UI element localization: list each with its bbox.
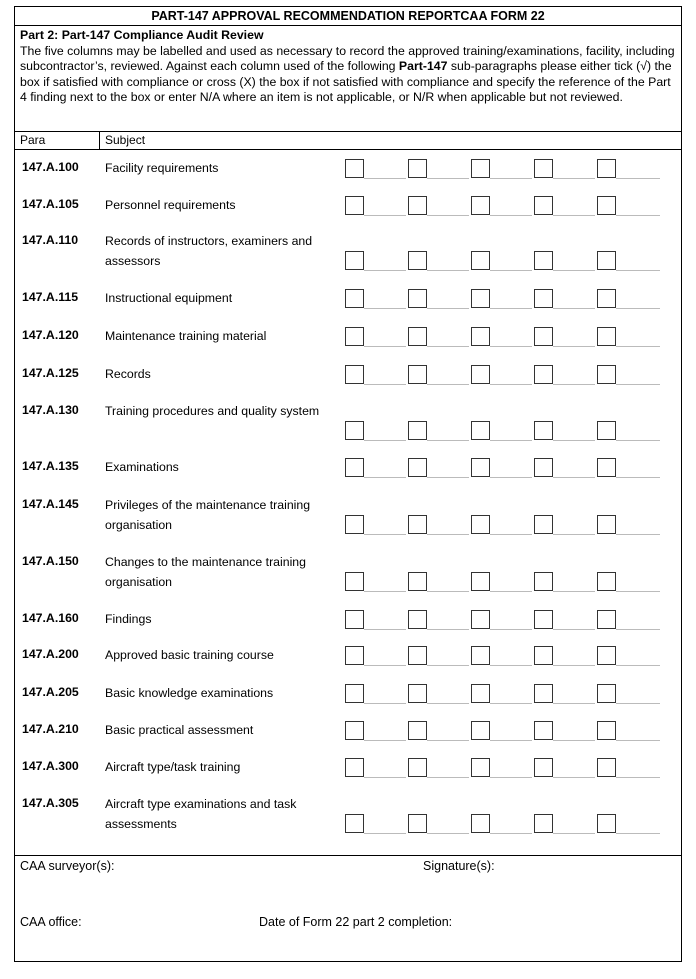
compliance-checkbox-col-1[interactable]	[345, 251, 364, 270]
compliance-checkbox-col-5[interactable]	[597, 814, 616, 833]
compliance-checkbox-col-3[interactable]	[471, 684, 490, 703]
finding-reference-line	[616, 346, 660, 347]
subject-text: Changes to the maintenance training organisation	[105, 555, 306, 589]
compliance-checkbox-col-2[interactable]	[408, 159, 427, 178]
compliance-checkbox-col-2[interactable]	[408, 646, 427, 665]
finding-reference-line	[553, 740, 595, 741]
compliance-checkbox-col-3[interactable]	[471, 159, 490, 178]
finding-reference-line	[490, 591, 532, 592]
finding-reference-line	[427, 178, 469, 179]
finding-reference-line	[553, 534, 595, 535]
signature-label: Signature(s):	[423, 859, 495, 873]
compliance-checkbox-col-2[interactable]	[408, 196, 427, 215]
finding-reference-line	[553, 440, 595, 441]
compliance-checkbox-col-5[interactable]	[597, 515, 616, 534]
compliance-checkbox-col-2[interactable]	[408, 515, 427, 534]
compliance-boxes	[345, 327, 661, 347]
compliance-checkbox-col-4[interactable]	[534, 365, 553, 384]
compliance-checkbox-col-5[interactable]	[597, 646, 616, 665]
finding-reference-line	[490, 215, 532, 216]
finding-reference-line	[427, 591, 469, 592]
finding-reference-line	[364, 833, 406, 834]
instructions-part-1: The five columns may be labelled and used as necessary to record the approved training/examinations, facility, including subcontractor’s, reviewed. Against each column used of the following	[20, 43, 675, 74]
compliance-rows	[15, 150, 681, 846]
para-reference: 147.A.130	[22, 403, 79, 417]
compliance-checkbox-col-4[interactable]	[534, 458, 553, 477]
office-label: CAA office:	[20, 915, 82, 929]
compliance-checkbox-col-5[interactable]	[597, 458, 616, 477]
finding-reference-line	[427, 308, 469, 309]
compliance-boxes	[345, 646, 661, 666]
finding-reference-line	[553, 703, 595, 704]
table-row	[15, 158, 683, 180]
compliance-checkbox-col-4[interactable]	[534, 572, 553, 591]
compliance-checkbox-col-3[interactable]	[471, 458, 490, 477]
table-row	[15, 552, 683, 594]
compliance-checkbox-col-2[interactable]	[408, 251, 427, 270]
finding-reference-line	[616, 534, 660, 535]
table-row	[15, 683, 683, 705]
compliance-checkbox-col-5[interactable]	[597, 572, 616, 591]
finding-reference-line	[616, 703, 660, 704]
compliance-boxes	[345, 159, 661, 179]
finding-reference-line	[364, 703, 406, 704]
footer-section	[15, 855, 681, 962]
finding-reference-line	[553, 629, 595, 630]
finding-reference-line	[616, 384, 660, 385]
compliance-checkbox-col-3[interactable]	[471, 814, 490, 833]
compliance-checkbox-col-2[interactable]	[408, 610, 427, 629]
compliance-boxes	[345, 196, 661, 216]
finding-reference-line	[490, 440, 532, 441]
para-reference: 147.A.160	[22, 611, 79, 625]
compliance-boxes	[345, 251, 661, 271]
subject-text: Findings	[105, 612, 152, 626]
compliance-checkbox-col-1[interactable]	[345, 289, 364, 308]
compliance-checkbox-col-3[interactable]	[471, 515, 490, 534]
finding-reference-line	[553, 178, 595, 179]
para-reference: 147.A.115	[22, 290, 79, 304]
finding-reference-line	[490, 270, 532, 271]
compliance-checkbox-col-5[interactable]	[597, 721, 616, 740]
finding-reference-line	[427, 215, 469, 216]
finding-reference-line	[490, 346, 532, 347]
finding-reference-line	[616, 270, 660, 271]
para-reference: 147.A.205	[22, 685, 79, 699]
compliance-checkbox-col-1[interactable]	[345, 758, 364, 777]
para-reference: 147.A.200	[22, 647, 79, 661]
finding-reference-line	[616, 591, 660, 592]
subject-text: Privileges of the maintenance training organisation	[105, 498, 311, 532]
finding-reference-line	[364, 308, 406, 309]
finding-reference-line	[616, 629, 660, 630]
compliance-checkbox-col-1[interactable]	[345, 646, 364, 665]
compliance-checkbox-col-2[interactable]	[408, 721, 427, 740]
compliance-checkbox-col-4[interactable]	[534, 251, 553, 270]
finding-reference-line	[427, 703, 469, 704]
compliance-checkbox-col-1[interactable]	[345, 196, 364, 215]
table-row	[15, 794, 683, 836]
para-reference: 147.A.150	[22, 554, 79, 568]
table-row	[15, 495, 683, 537]
finding-reference-line	[364, 270, 406, 271]
table-row	[15, 757, 683, 779]
subject-text: Personnel requirements	[105, 198, 236, 212]
finding-reference-line	[364, 477, 406, 478]
finding-reference-line	[364, 591, 406, 592]
compliance-checkbox-col-1[interactable]	[345, 721, 364, 740]
compliance-boxes	[345, 289, 661, 309]
table-row	[15, 457, 683, 479]
compliance-checkbox-col-3[interactable]	[471, 421, 490, 440]
compliance-checkbox-col-5[interactable]	[597, 421, 616, 440]
intro-section	[15, 26, 681, 132]
compliance-boxes	[345, 421, 661, 441]
table-row	[15, 401, 683, 443]
finding-reference-line	[490, 308, 532, 309]
surveyor-label: CAA surveyor(s):	[20, 859, 115, 873]
instructions-text	[20, 44, 676, 106]
compliance-boxes	[345, 721, 661, 741]
compliance-boxes	[345, 365, 661, 385]
finding-reference-line	[364, 440, 406, 441]
compliance-checkbox-col-1[interactable]	[345, 814, 364, 833]
form-22-part-2	[14, 6, 682, 962]
compliance-checkbox-col-4[interactable]	[534, 758, 553, 777]
finding-reference-line	[553, 833, 595, 834]
compliance-checkbox-col-4[interactable]	[534, 196, 553, 215]
subject-text: Examinations	[105, 460, 179, 474]
compliance-checkbox-col-4[interactable]	[534, 289, 553, 308]
finding-reference-line	[490, 477, 532, 478]
finding-reference-line	[364, 178, 406, 179]
compliance-checkbox-col-3[interactable]	[471, 251, 490, 270]
finding-reference-line	[490, 384, 532, 385]
compliance-checkbox-col-2[interactable]	[408, 421, 427, 440]
finding-reference-line	[364, 215, 406, 216]
finding-reference-line	[616, 178, 660, 179]
finding-reference-line	[427, 270, 469, 271]
compliance-boxes	[345, 515, 661, 535]
finding-reference-line	[364, 777, 406, 778]
compliance-checkbox-col-2[interactable]	[408, 572, 427, 591]
column-header	[15, 132, 681, 150]
para-reference: 147.A.135	[22, 459, 79, 473]
form-title: PART-147 APPROVAL RECOMMENDATION REPORTCAA FORM 22	[15, 7, 681, 26]
finding-reference-line	[490, 833, 532, 834]
compliance-checkbox-col-3[interactable]	[471, 196, 490, 215]
finding-reference-line	[427, 740, 469, 741]
compliance-checkbox-col-2[interactable]	[408, 458, 427, 477]
finding-reference-line	[490, 178, 532, 179]
subject-text: Approved basic training course	[105, 648, 274, 662]
subject-text: Instructional equipment	[105, 291, 233, 305]
para-reference: 147.A.145	[22, 497, 79, 511]
compliance-checkbox-col-3[interactable]	[471, 365, 490, 384]
compliance-checkbox-col-3[interactable]	[471, 289, 490, 308]
finding-reference-line	[427, 346, 469, 347]
subject-text: Records	[105, 367, 151, 381]
compliance-checkbox-col-3[interactable]	[471, 721, 490, 740]
finding-reference-line	[427, 534, 469, 535]
compliance-checkbox-col-4[interactable]	[534, 646, 553, 665]
compliance-checkbox-col-5[interactable]	[597, 758, 616, 777]
subject-text: Facility requirements	[105, 161, 219, 175]
compliance-checkbox-col-4[interactable]	[534, 610, 553, 629]
compliance-checkbox-col-4[interactable]	[534, 721, 553, 740]
column-header-para: Para	[20, 133, 46, 147]
compliance-checkbox-col-5[interactable]	[597, 289, 616, 308]
subject-text: Training procedures and quality system	[105, 404, 320, 418]
compliance-checkbox-col-2[interactable]	[408, 684, 427, 703]
finding-reference-line	[553, 270, 595, 271]
subject-text: Records of instructors, examiners and assessors	[105, 234, 313, 268]
table-row	[15, 288, 683, 310]
compliance-boxes	[345, 814, 661, 834]
finding-reference-line	[553, 477, 595, 478]
compliance-checkbox-col-5[interactable]	[597, 196, 616, 215]
table-row	[15, 364, 683, 386]
subject-text: Basic knowledge examinations	[105, 686, 274, 700]
finding-reference-line	[553, 308, 595, 309]
compliance-checkbox-col-4[interactable]	[534, 327, 553, 346]
subject-text: Aircraft type/task training	[105, 760, 241, 774]
finding-reference-line	[616, 740, 660, 741]
compliance-checkbox-col-4[interactable]	[534, 515, 553, 534]
compliance-checkbox-col-5[interactable]	[597, 251, 616, 270]
subject-text: Aircraft type examinations and task assessments	[105, 797, 297, 831]
compliance-checkbox-col-5[interactable]	[597, 365, 616, 384]
compliance-checkbox-col-4[interactable]	[534, 421, 553, 440]
para-reference: 147.A.120	[22, 328, 79, 342]
compliance-checkbox-col-5[interactable]	[597, 159, 616, 178]
table-row	[15, 231, 683, 273]
finding-reference-line	[364, 346, 406, 347]
finding-reference-line	[427, 665, 469, 666]
compliance-checkbox-col-2[interactable]	[408, 814, 427, 833]
finding-reference-line	[490, 665, 532, 666]
completion-date-label: Date of Form 22 part 2 completion:	[259, 915, 453, 929]
para-reference: 147.A.305	[22, 796, 79, 810]
finding-reference-line	[427, 629, 469, 630]
compliance-checkbox-col-5[interactable]	[597, 327, 616, 346]
compliance-checkbox-col-3[interactable]	[471, 572, 490, 591]
compliance-checkbox-col-4[interactable]	[534, 814, 553, 833]
finding-reference-line	[553, 665, 595, 666]
compliance-checkbox-col-1[interactable]	[345, 572, 364, 591]
compliance-checkbox-col-5[interactable]	[597, 610, 616, 629]
finding-reference-line	[364, 384, 406, 385]
compliance-checkbox-col-1[interactable]	[345, 684, 364, 703]
compliance-checkbox-col-1[interactable]	[345, 458, 364, 477]
instructions-bold: Part-147	[398, 59, 448, 74]
para-reference: 147.A.105	[22, 197, 79, 211]
compliance-boxes	[345, 610, 661, 630]
para-reference: 147.A.300	[22, 759, 79, 773]
instructions-part-2: sub-paragraphs please either tick (√) the box if satisfied with compliance or cross (X) the box if not satisfied with compliance and specify the reference of the Part 4 finding next to the box or enter N/A where an item is not applicable, or N/R when applicable but not reviewed.	[20, 59, 672, 105]
para-reference: 147.A.210	[22, 722, 79, 736]
para-reference: 147.A.110	[22, 233, 79, 247]
compliance-checkbox-col-3[interactable]	[471, 758, 490, 777]
compliance-boxes	[345, 758, 661, 778]
compliance-checkbox-col-3[interactable]	[471, 646, 490, 665]
finding-reference-line	[427, 384, 469, 385]
finding-reference-line	[616, 215, 660, 216]
compliance-checkbox-col-1[interactable]	[345, 159, 364, 178]
table-row	[15, 195, 683, 217]
table-row	[15, 609, 683, 631]
finding-reference-line	[364, 629, 406, 630]
finding-reference-line	[553, 777, 595, 778]
compliance-checkbox-col-3[interactable]	[471, 610, 490, 629]
subject-text: Basic practical assessment	[105, 723, 254, 737]
finding-reference-line	[553, 591, 595, 592]
finding-reference-line	[553, 215, 595, 216]
finding-reference-line	[364, 665, 406, 666]
finding-reference-line	[490, 629, 532, 630]
compliance-checkbox-col-1[interactable]	[345, 327, 364, 346]
section-heading: Part 2: Part-147 Compliance Audit Review	[20, 28, 264, 42]
compliance-checkbox-col-5[interactable]	[597, 684, 616, 703]
finding-reference-line	[616, 477, 660, 478]
compliance-checkbox-col-2[interactable]	[408, 289, 427, 308]
finding-reference-line	[490, 740, 532, 741]
compliance-boxes	[345, 572, 661, 592]
finding-reference-line	[553, 384, 595, 385]
finding-reference-line	[427, 777, 469, 778]
compliance-checkbox-col-2[interactable]	[408, 365, 427, 384]
finding-reference-line	[427, 440, 469, 441]
finding-reference-line	[616, 777, 660, 778]
table-row	[15, 326, 683, 348]
finding-reference-line	[364, 534, 406, 535]
subject-text: Maintenance training material	[105, 329, 267, 343]
finding-reference-line	[553, 346, 595, 347]
compliance-checkbox-col-2[interactable]	[408, 327, 427, 346]
table-row	[15, 720, 683, 742]
compliance-checkbox-col-1[interactable]	[345, 365, 364, 384]
finding-reference-line	[490, 703, 532, 704]
compliance-checkbox-col-3[interactable]	[471, 327, 490, 346]
finding-reference-line	[616, 833, 660, 834]
compliance-boxes	[345, 684, 661, 704]
compliance-checkbox-col-2[interactable]	[408, 758, 427, 777]
compliance-checkbox-col-1[interactable]	[345, 421, 364, 440]
compliance-checkbox-col-4[interactable]	[534, 159, 553, 178]
column-header-subject: Subject	[105, 133, 146, 147]
finding-reference-line	[427, 833, 469, 834]
finding-reference-line	[616, 665, 660, 666]
finding-reference-line	[427, 477, 469, 478]
finding-reference-line	[490, 777, 532, 778]
compliance-checkbox-col-1[interactable]	[345, 610, 364, 629]
finding-reference-line	[364, 740, 406, 741]
para-reference: 147.A.125	[22, 366, 79, 380]
finding-reference-line	[490, 534, 532, 535]
table-row	[15, 645, 683, 667]
finding-reference-line	[616, 440, 660, 441]
compliance-checkbox-col-1[interactable]	[345, 515, 364, 534]
compliance-boxes	[345, 458, 661, 478]
para-reference: 147.A.100	[22, 160, 79, 174]
finding-reference-line	[616, 308, 660, 309]
compliance-checkbox-col-4[interactable]	[534, 684, 553, 703]
column-divider	[99, 132, 100, 149]
